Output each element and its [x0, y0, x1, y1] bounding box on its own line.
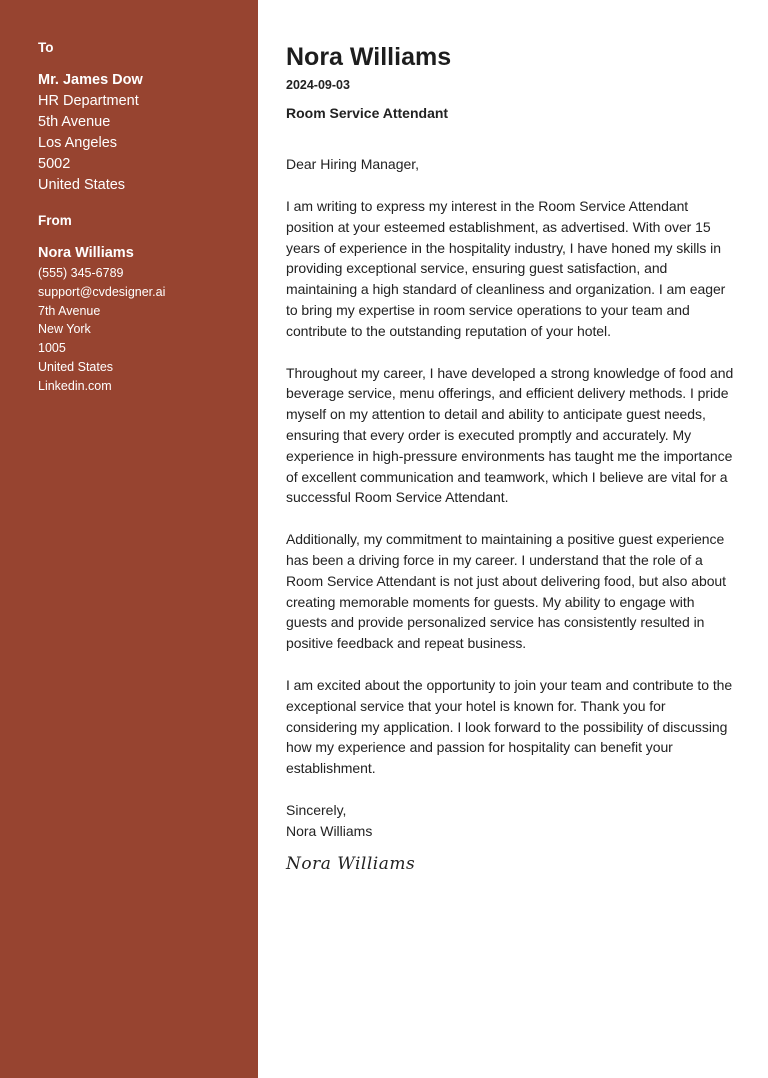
letter-greeting: Dear Hiring Manager,	[286, 156, 420, 172]
sender-name: Nora Williams	[38, 245, 134, 261]
letter-paragraph: I am excited about the opportunity to join your team and contribute to the exceptional service that your hotel is known for. Thank you for considering my application. I look forward to the possibility of discussing how my experience and passion for hospitality can benefit your establishment.	[286, 676, 733, 777]
recipient-zip: 5002	[38, 156, 71, 172]
letter-closing-name: Nora Williams	[286, 822, 373, 839]
sender-zip: 1005	[38, 341, 66, 356]
letter-closing: Sincerely,	[286, 801, 347, 818]
sender-section-title: From	[38, 213, 72, 228]
sender-section	[38, 213, 248, 396]
sender-street: 7th Avenue	[38, 303, 101, 318]
recipient-city: Los Angeles	[38, 135, 118, 151]
recipient-country: United States	[38, 177, 126, 193]
letter-paragraph: Throughout my career, I have developed a strong knowledge of food and beverage service, menu offerings, and efficient delivery methods. I pride myself on my attention to detail and ability to anticipate guest needs, ensuring that every order is executed promptly and accurately. My experience in high-pressure environments has taught me the importance of excellent communication and teamwork, which I believe are vital for a successful Room Service Attendant.	[286, 364, 734, 506]
recipient-name: Mr. James Dow	[38, 72, 143, 88]
letter-position: Room Service Attendant	[286, 105, 449, 121]
sidebar	[0, 0, 258, 1078]
sender-phone: (555) 345-6789	[38, 266, 124, 280]
sender-city: New York	[38, 322, 91, 337]
letter-paragraph: I am writing to express my interest in the Room Service Attendant position at your esteemed establishment, as advertised. With over 15 years of experience in the hospitality industry, I have honed my skills in providing exceptional service, ensuring guest satisfaction, and maintaining a high standard of cleanliness and organization. I am eager to bring my expertise in room service operations to your team and contribute to the outstanding reputation of your hotel.	[286, 198, 726, 339]
recipient-section	[38, 40, 248, 196]
letter-date: 2024-09-03	[286, 78, 350, 92]
sender-linkedin: Linkedin.com	[38, 378, 112, 393]
letter-paragraph: Additionally, my commitment to maintaining a positive guest experience has been a driving force in my career. I understand that the role of a Room Service Attendant is not just about delivering food, but also about creating memorable moments for guests. My ability to engage with guests and provide personalized service has consistently resulted in positive feedback and repeat business.	[286, 531, 727, 652]
recipient-street: 5th Avenue	[38, 114, 111, 130]
sender-country: United States	[38, 359, 114, 374]
sender-email: support@cvdesigner.ai	[38, 284, 166, 299]
recipient-section-title: To	[38, 40, 54, 55]
letter-header-name: Nora Williams	[286, 43, 452, 71]
recipient-department: HR Department	[38, 93, 139, 109]
handwritten-signature: Nora Williams	[286, 853, 416, 874]
letter-body	[286, 42, 736, 874]
